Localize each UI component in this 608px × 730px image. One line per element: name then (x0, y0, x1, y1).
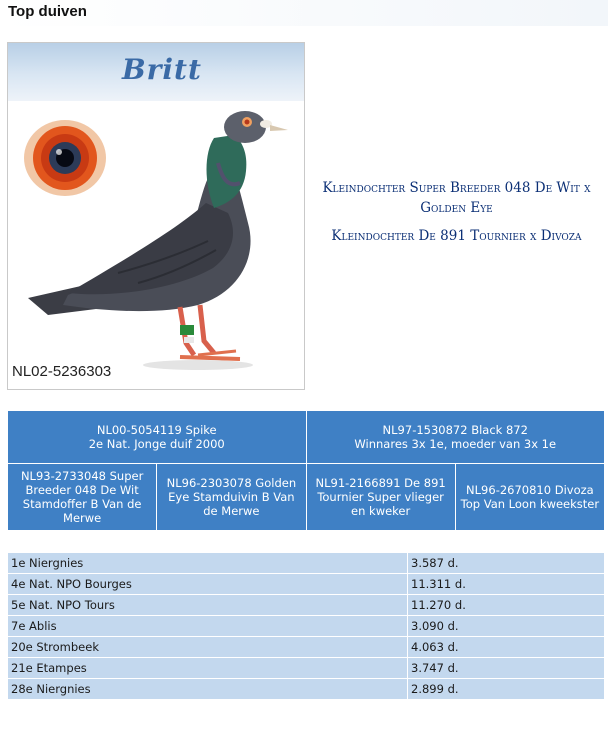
grandparent-cell (455, 464, 604, 531)
page-title: Top duiven (8, 3, 87, 20)
eye-closeup (24, 120, 106, 196)
table-row (8, 595, 605, 616)
sire-ring: NL00-5054119 Spike (96, 423, 217, 437)
grandparent-cell (306, 464, 455, 531)
table-row (8, 679, 605, 700)
race-cell: 5e Nat. NPO Tours (8, 595, 408, 616)
race-cell: 7e Ablis (8, 616, 408, 637)
results-table (7, 552, 605, 700)
grandparent-cell (157, 464, 306, 531)
ring-number: NL02-5236303 (12, 363, 112, 380)
race-cell: 28e Niergnies (8, 679, 408, 700)
pedigree-line-2: Kleindochter De 891 Tournier x Divoza (331, 228, 582, 244)
grandparent-note: 891 Tournier Super vlieger en kweker (317, 476, 446, 518)
pedigree-table (7, 410, 605, 531)
distance-cell: 11.311 d. (408, 574, 605, 595)
race-cell: 4e Nat. NPO Bourges (8, 574, 408, 595)
table-row (8, 553, 605, 574)
race-cell: 1e Niergnies (8, 553, 408, 574)
dam-ring: NL97-1530872 Black 872 (382, 423, 528, 437)
table-row (8, 637, 605, 658)
pedigree-line-1: Kleindochter Super Breeder 048 De Wit x Golden Eye (322, 180, 591, 216)
pedigree-description (305, 178, 608, 246)
table-row (8, 574, 605, 595)
grandparent-ring: NL93-2733048 Super (20, 469, 144, 483)
distance-cell: 3.090 d. (408, 616, 605, 637)
grandparent-ring: NL96-2670810 Divoza (466, 483, 594, 497)
sire-cell (8, 411, 307, 464)
grandparent-ring: NL91-2166891 De (315, 476, 421, 490)
distance-cell: 4.063 d. (408, 637, 605, 658)
distance-cell: 3.747 d. (408, 658, 605, 679)
grandparent-cell (8, 464, 157, 531)
table-row (8, 616, 605, 637)
race-cell: 21e Etampes (8, 658, 408, 679)
pigeon-photo-card (7, 42, 305, 390)
sire-note: 2e Nat. Jonge duif 2000 (88, 437, 225, 451)
distance-cell: 2.899 d. (408, 679, 605, 700)
grandparent-note: Breeder 048 De Wit Stamdoffer B Van de Merwe (22, 483, 142, 525)
dam-note: Winnares 3x 1e, moeder van 3x 1e (354, 437, 557, 451)
page-header (0, 0, 608, 26)
distance-cell: 11.270 d. (408, 595, 605, 616)
pigeon-name-logo: Britt (122, 53, 202, 86)
grandparent-ring: NL96-2303078 (166, 476, 252, 490)
pigeon-image (8, 43, 304, 389)
dam-cell (306, 411, 605, 464)
grandparent-note: Top Van Loon kweekster (460, 497, 600, 511)
table-row (8, 658, 605, 679)
distance-cell: 3.587 d. (408, 553, 605, 574)
race-cell: 20e Strombeek (8, 637, 408, 658)
grandparent-note: Golden Eye Stamduivin B Van de Merwe (168, 476, 297, 518)
